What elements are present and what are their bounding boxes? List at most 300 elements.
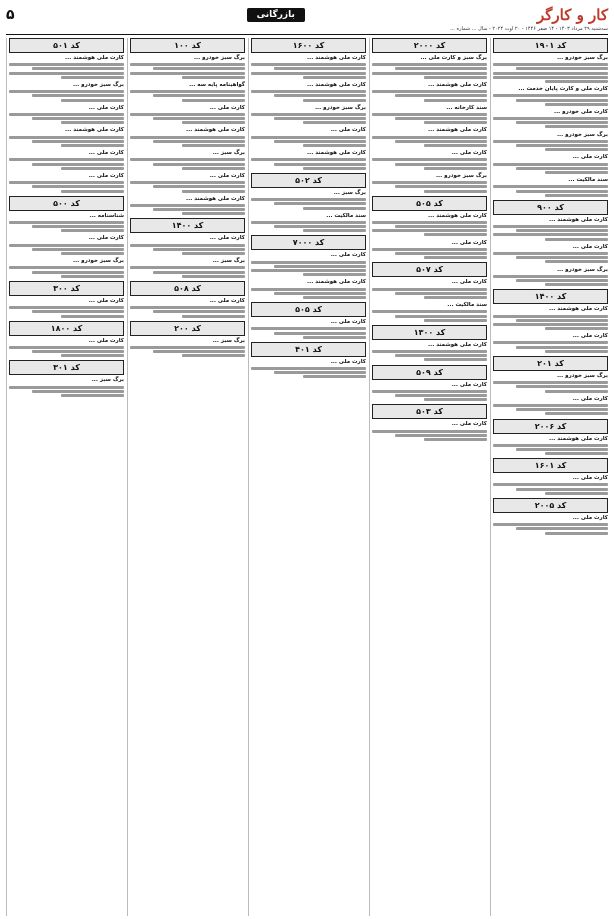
ad-text-line [61, 144, 124, 147]
classified-ad [9, 235, 124, 256]
ad-text-line [493, 233, 608, 236]
ad-title: برگ سبز و کارت ملی ... [420, 55, 487, 61]
ad-text-line [303, 273, 366, 276]
ad-text-line [153, 248, 245, 251]
ad-text-line [32, 185, 124, 188]
ad-title: کارت ملی هوشمند ... [65, 127, 124, 134]
classified-ad [9, 298, 124, 319]
ad-text-line [61, 252, 124, 255]
classified-ad [251, 213, 366, 234]
ad-text-line [153, 140, 245, 143]
ad-text-line [303, 76, 366, 79]
ad-title: سند مالکیت ... [326, 212, 366, 219]
ad-text-line [493, 404, 608, 407]
ad-text-line [130, 181, 245, 184]
ad-text-line [153, 208, 245, 211]
ad-text-line [61, 99, 124, 102]
ad-text-line [372, 90, 487, 93]
ad-text-line [61, 229, 124, 232]
classified-ad [372, 342, 487, 363]
ad-text-line [424, 99, 487, 102]
ad-text-line [61, 190, 124, 193]
ad-text-line [130, 158, 245, 161]
ad-text-line [32, 67, 124, 70]
classified-ad [130, 82, 245, 103]
code-header: کد ۱۳۰۰ [372, 325, 487, 340]
code-header: کد ۳۰۱ [9, 360, 124, 375]
ad-text-line [153, 94, 245, 97]
ad-text-line [424, 256, 487, 259]
ad-text-line [61, 76, 124, 79]
ad-column [490, 38, 608, 916]
ad-title: کارت ملی ... [451, 150, 487, 157]
classified-ad [493, 109, 608, 130]
ad-title: کارت ملی ... [209, 297, 245, 304]
classified-ad [372, 105, 487, 126]
ad-text-line [9, 72, 124, 75]
ad-text-line [182, 212, 245, 215]
ad-text-line [153, 350, 245, 353]
ad-text-line [130, 244, 245, 247]
ad-text-line [251, 113, 366, 116]
ad-text-line [372, 390, 487, 393]
ad-text-line [372, 248, 487, 251]
ad-text-line [545, 171, 608, 174]
classified-ad [130, 235, 245, 256]
classified-ad [9, 173, 124, 194]
ad-text-line [424, 144, 487, 147]
ad-title: کارت ملی ... [209, 104, 245, 111]
classified-ad [493, 436, 608, 457]
ad-text-line [395, 354, 487, 357]
ad-text-line [516, 190, 608, 193]
ad-text-line [153, 310, 245, 313]
ad-text-line [303, 207, 366, 210]
ad-text-line [153, 67, 245, 70]
ad-title: سند کارخانه ... [446, 104, 487, 111]
ad-title: کارت ملی هوشمند ... [428, 212, 487, 219]
ad-title: برگ سبز خودرو ... [72, 258, 124, 265]
code-header: کد ۵۰۵ [372, 196, 487, 211]
ad-text-line [251, 367, 366, 370]
code-header: کد ۵۰۳ [372, 404, 487, 419]
ad-title: کارت ملی ... [88, 297, 124, 304]
ad-title: کارت ملی ... [88, 150, 124, 157]
ad-column [248, 38, 366, 916]
ad-title: برگ سبز خودرو ... [556, 131, 608, 138]
ad-title: کارت ملی ... [572, 395, 608, 402]
code-header: کد ۲۰۰۶ [493, 419, 608, 434]
code-header: کد ۱۶۰۰ [251, 38, 366, 53]
code-header: کد ۳۰۰ [9, 281, 124, 296]
ad-text-line [274, 265, 366, 268]
ad-title: کارت ملی هوشمند ... [307, 81, 366, 88]
ad-text-line [372, 113, 487, 116]
ad-text-line [303, 336, 366, 339]
ad-text-line [32, 248, 124, 251]
classified-ad [493, 306, 608, 331]
ad-text-line [372, 229, 487, 232]
code-header: کد ۷۰۰۰ [251, 235, 366, 250]
ad-text-line [516, 488, 608, 491]
classified-ad [493, 177, 608, 198]
ad-text-line [303, 296, 366, 299]
ad-text-line [61, 394, 124, 397]
classified-ad [493, 217, 608, 242]
ad-text-line [182, 99, 245, 102]
classified-ad [9, 258, 124, 279]
ad-text-line [545, 492, 608, 495]
ad-text-line [153, 163, 245, 166]
ad-text-line [274, 225, 366, 228]
ad-text-line [251, 261, 366, 264]
ad-title: کارت ملی ... [451, 279, 487, 286]
code-header: کد ۱۸۰۰ [9, 321, 124, 336]
ad-title: برگ سبز ... [333, 189, 366, 196]
ad-text-line [9, 181, 124, 184]
ad-text-line [545, 452, 608, 455]
ad-text-line [395, 292, 487, 295]
classified-ad [251, 319, 366, 340]
classified-ad [130, 338, 245, 359]
ad-text-line [274, 202, 366, 205]
ad-text-line [395, 252, 487, 255]
ad-text-line [493, 483, 608, 486]
classified-ad [251, 279, 366, 300]
classified-ad [372, 127, 487, 148]
ad-text-line [545, 125, 608, 128]
ad-text-line [182, 315, 245, 318]
ad-text-line [424, 296, 487, 299]
ad-text-line [303, 121, 366, 124]
ad-text-line [493, 315, 608, 318]
ad-text-line [493, 444, 608, 447]
ad-text-line [274, 94, 366, 97]
ad-text-line [516, 67, 608, 70]
ad-title: کارت ملی هوشمند ... [186, 195, 245, 202]
classified-ad [372, 279, 487, 300]
ad-text-line [516, 229, 608, 232]
ad-text-line [516, 99, 608, 102]
classified-ad [493, 475, 608, 496]
ad-text-line [424, 358, 487, 361]
ad-text-line [395, 434, 487, 437]
classified-ad [372, 302, 487, 323]
ad-text-line [372, 136, 487, 139]
classified-ad [493, 244, 608, 265]
ad-text-line [32, 117, 124, 120]
ad-text-line [424, 121, 487, 124]
classified-ad [9, 105, 124, 126]
ad-text-line [9, 221, 124, 224]
ad-title: کارت ملی هوشمند ... [549, 306, 608, 313]
ad-text-line [516, 346, 608, 349]
ad-text-line [493, 63, 608, 66]
code-header: کد ۵۰۲ [251, 173, 366, 188]
classified-ad [493, 333, 608, 354]
ad-text-line [274, 67, 366, 70]
ad-text-line [372, 288, 487, 291]
ad-title: کارت ملی ... [572, 515, 608, 521]
ad-text-line [130, 63, 245, 66]
classified-ad [372, 421, 487, 442]
ad-text-line [372, 221, 487, 224]
ad-text-line [274, 371, 366, 374]
code-header: کد ۲۰۰۵ [493, 498, 608, 513]
ad-text-line [251, 136, 366, 139]
classified-ad [372, 213, 487, 238]
ad-text-line [182, 252, 245, 255]
code-header: کد ۱۶۰۱ [493, 458, 608, 473]
ad-text-line [9, 306, 124, 309]
ad-text-line [516, 256, 608, 259]
ad-title: کارت ملی ... [330, 127, 366, 134]
ad-text-line [153, 185, 245, 188]
ad-text-line [424, 438, 487, 441]
code-header: کد ۱۴۰۰ [493, 289, 608, 304]
classified-ad [251, 105, 366, 126]
ad-text-line [493, 523, 608, 526]
ad-text-line [424, 319, 487, 322]
code-header: کد ۵۰۱ [9, 38, 124, 53]
ad-text-line [61, 354, 124, 357]
code-header: کد ۵۰۸ [130, 281, 245, 296]
ad-title: کارت ملی ... [330, 319, 366, 326]
ad-text-line [9, 136, 124, 139]
ad-text-line [32, 225, 124, 228]
page-number: ۵ [6, 7, 15, 23]
ad-title: سند مالکیت ... [447, 302, 487, 309]
ad-text-line [372, 350, 487, 353]
ad-text-line [61, 167, 124, 170]
ad-text-line [493, 323, 608, 326]
ad-text-line [395, 163, 487, 166]
ad-title: کارت ملی و کارت پایان خدمت ... [518, 86, 608, 93]
ad-text-line [424, 233, 487, 236]
ad-text-line [545, 80, 608, 83]
ad-title: کارت ملی ... [451, 381, 487, 388]
ad-text-line [9, 244, 124, 247]
ad-title: کارت ملی هوشمند ... [307, 150, 366, 157]
ad-text-line [493, 117, 608, 120]
ad-text-line [130, 136, 245, 139]
ad-title: کارت ملی خودرو ... [553, 108, 608, 115]
ad-title: برگ سبز خودرو ... [314, 104, 366, 111]
ad-title: برگ سبز خودرو ... [193, 55, 245, 61]
ad-title: کارت ملی ... [330, 358, 366, 365]
ad-title: کارت ملی هوشمند ... [428, 127, 487, 134]
classified-ad [251, 82, 366, 103]
ad-text-line [32, 163, 124, 166]
classified-ad [493, 396, 608, 417]
ad-text-line [130, 306, 245, 309]
ad-title: کارت ملی ... [572, 154, 608, 161]
ad-text-line [251, 269, 366, 272]
ad-title: کارت ملی ... [330, 252, 366, 259]
ad-text-line [516, 144, 608, 147]
ad-text-line [516, 279, 608, 282]
ad-text-line [395, 67, 487, 70]
ad-title: برگ سبز خودرو ... [556, 55, 608, 61]
ad-text-line [9, 386, 124, 389]
classified-ad [372, 173, 487, 194]
classified-ad [9, 82, 124, 103]
classified-ad [9, 338, 124, 359]
ad-text-line [274, 292, 366, 295]
ad-title: سند مالکیت ... [568, 177, 608, 184]
ad-title: کارت ملی ... [88, 104, 124, 111]
ad-title: کارت ملی هوشمند ... [186, 127, 245, 134]
ad-text-line [32, 271, 124, 274]
ad-text-line [303, 144, 366, 147]
ad-text-line [303, 167, 366, 170]
ad-text-line [372, 72, 487, 75]
ad-text-line [545, 532, 608, 535]
ad-text-line [395, 225, 487, 228]
masthead [6, 4, 608, 26]
ad-title: برگ سبز خودرو ... [556, 373, 608, 379]
ad-title: کارت ملی هوشمند ... [65, 55, 124, 61]
ad-text-line [182, 190, 245, 193]
classified-ad [9, 127, 124, 148]
ad-text-line [130, 90, 245, 93]
ad-text-line [545, 283, 608, 286]
ad-text-line [274, 163, 366, 166]
code-header: کد ۲۰۰۰ [372, 38, 487, 53]
classified-ad [372, 382, 487, 403]
classified-ad [130, 258, 245, 279]
classified-ad [9, 150, 124, 171]
ad-text-line [516, 448, 608, 451]
ad-text-line [395, 315, 487, 318]
classified-ad [251, 190, 366, 211]
ad-title: کارت ملی هوشمند ... [307, 55, 366, 61]
ad-text-line [251, 72, 366, 75]
ad-text-line [372, 158, 487, 161]
code-header: کد ۵۰۵ [251, 302, 366, 317]
ad-title: کارت ملی هوشمند ... [549, 435, 608, 442]
ad-text-line [424, 398, 487, 401]
ad-text-line [516, 167, 608, 170]
dateline: سه‌شنبه ۲۹ مرداد ۱۴۰۳ - ۱۴ صفر ۱۴۴۶ - ۲۰ اوت ۲۰۲۴ - سال ... شماره ... [6, 26, 608, 35]
ad-text-line [545, 350, 608, 353]
ad-title: برگ سبز خودرو ... [72, 81, 124, 88]
ad-text-line [545, 412, 608, 415]
ad-text-line [251, 221, 366, 224]
classified-ad [130, 55, 245, 80]
ad-title: کارت ملی ... [209, 235, 245, 242]
ad-text-line [424, 190, 487, 193]
ad-text-line [545, 194, 608, 197]
ad-text-line [251, 63, 366, 66]
ad-title: کارت ملی هوشمند ... [307, 279, 366, 286]
ad-title: برگ سبز ... [212, 258, 245, 265]
ad-text-line [303, 229, 366, 232]
classified-ad [372, 150, 487, 171]
ad-text-line [516, 385, 608, 388]
ad-text-line [130, 204, 245, 207]
code-header: کد ۴۰۱ [251, 342, 366, 357]
ad-text-line [493, 140, 608, 143]
code-header: کد ۵۰۷ [372, 262, 487, 277]
ad-text-line [545, 390, 608, 393]
classified-ad [251, 150, 366, 171]
classified-ad [493, 373, 608, 394]
ad-text-line [9, 90, 124, 93]
ad-text-line [251, 158, 366, 161]
ad-title: کارت ملی ... [209, 172, 245, 179]
classified-ad [251, 252, 366, 277]
classified-ad [9, 377, 124, 398]
code-header: کد ۱۴۰۰ [130, 218, 245, 233]
code-header: کد ۱۰۰ [130, 38, 245, 53]
ad-title: شناسنامه ... [89, 212, 124, 219]
classified-ad [372, 82, 487, 103]
ad-text-line [9, 63, 124, 66]
ad-text-line [424, 167, 487, 170]
ad-text-line [274, 117, 366, 120]
classified-ad [251, 359, 366, 380]
ad-text-line [545, 103, 608, 106]
ad-column [6, 38, 124, 916]
ad-text-line [516, 121, 608, 124]
ad-text-line [493, 76, 608, 79]
ad-text-line [130, 266, 245, 269]
ad-text-line [372, 310, 487, 313]
ad-title: کارت ملی ... [572, 475, 608, 482]
ad-title: کارت ملی هوشمند ... [428, 81, 487, 88]
ad-text-line [545, 260, 608, 263]
ad-title: گواهینامه پایه سه ... [189, 81, 245, 88]
ad-text-line [251, 327, 366, 330]
ad-text-line [493, 341, 608, 344]
ad-title: برگ سبز خودرو ... [556, 266, 608, 273]
classified-ad [251, 55, 366, 80]
ad-title: کارت ملی ... [572, 243, 608, 250]
ad-text-line [130, 346, 245, 349]
newspaper-logo: کار و کارگر [536, 6, 608, 24]
ad-title: کارت ملی ... [572, 333, 608, 340]
code-header: کد ۱۹۰۱ [493, 38, 608, 53]
classified-ad [493, 154, 608, 175]
ad-text-line [251, 198, 366, 201]
ad-text-line [493, 252, 608, 255]
ad-text-line [32, 140, 124, 143]
ad-text-line [372, 63, 487, 66]
ad-text-line [516, 527, 608, 530]
ad-text-line [395, 94, 487, 97]
ad-text-line [61, 275, 124, 278]
ad-text-line [395, 117, 487, 120]
ad-text-line [372, 181, 487, 184]
code-header: کد ۲۰۱ [493, 356, 608, 371]
ad-text-line [61, 315, 124, 318]
ad-text-line [9, 346, 124, 349]
ad-text-line [182, 144, 245, 147]
ad-text-line [9, 158, 124, 161]
ad-text-line [493, 163, 608, 166]
ad-text-line [182, 354, 245, 357]
ad-title: کارت ملی ... [88, 172, 124, 179]
classified-ad [372, 55, 487, 80]
classified-ad [251, 127, 366, 148]
code-header: کد ۲۰۰ [130, 321, 245, 336]
ad-text-line [274, 332, 366, 335]
ad-text-line [130, 72, 245, 75]
ad-text-line [251, 90, 366, 93]
classified-ad [130, 173, 245, 194]
ad-title: کارت ملی ... [451, 239, 487, 246]
